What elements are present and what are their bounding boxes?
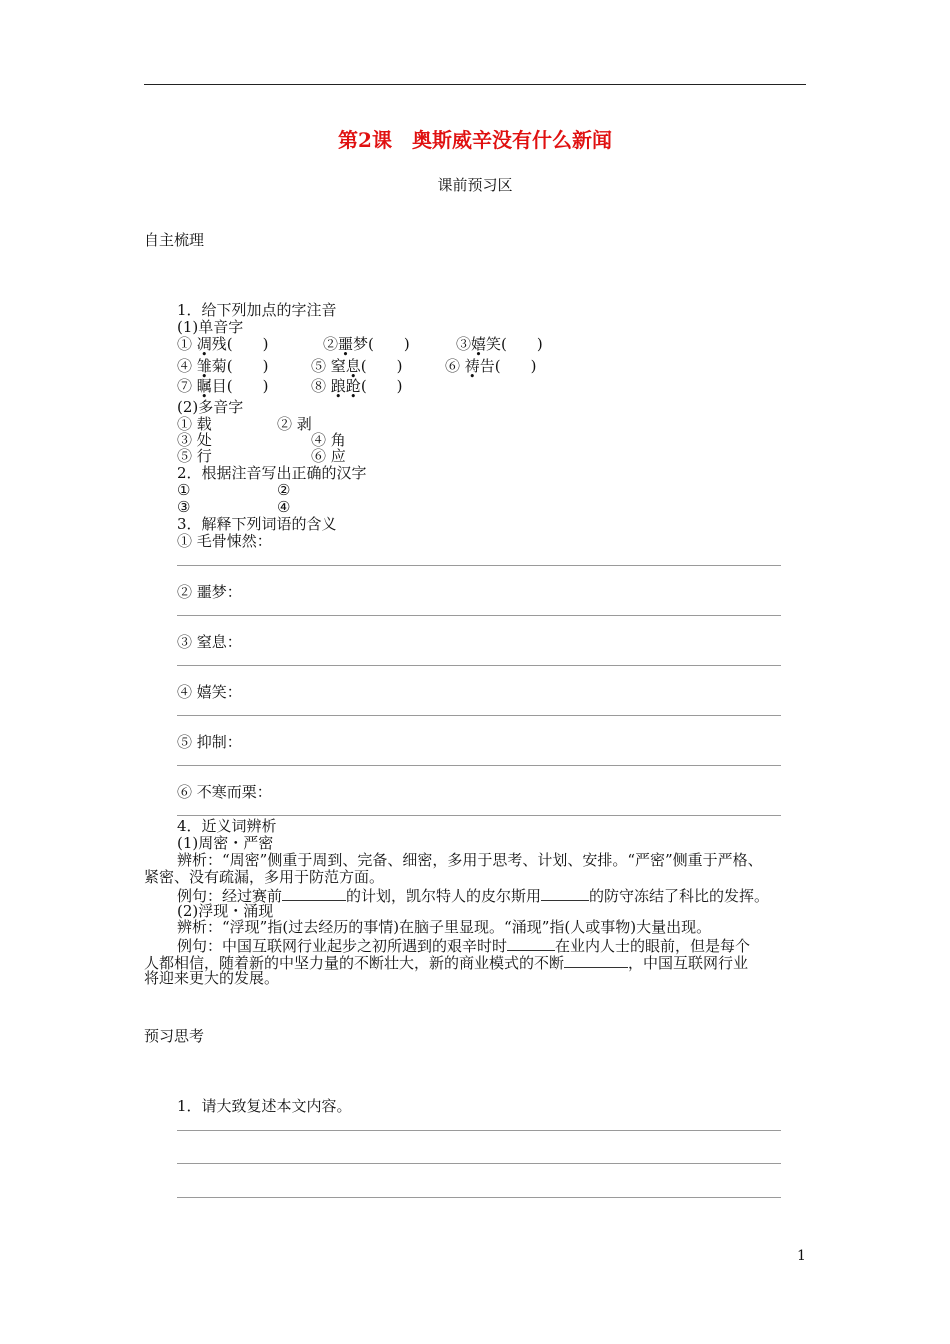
q3-title: 3．解释下列词语的含义 xyxy=(177,515,337,533)
poly-item-3: ③ 处 xyxy=(177,431,212,449)
q1-item-4: ④ 雏菊( ) xyxy=(177,357,269,375)
q4-pair2-example: 例句：中国互联网行业起步之初所遇到的艰辛时时 在业内人士的眼前，但是每个 xyxy=(177,937,751,955)
poly-item-4: ④ 角 xyxy=(311,431,346,449)
q2-title: 2．根据注音写出正确的汉字 xyxy=(177,464,367,482)
answer-line[interactable] xyxy=(177,1163,781,1164)
q2-item-1: ① xyxy=(177,481,191,499)
q2-item-2: ② xyxy=(277,481,291,499)
page-number: 1 xyxy=(797,1248,806,1264)
q3-item-2: ② 噩梦： xyxy=(177,583,242,601)
q3-item-6: ⑥ 不寒而栗： xyxy=(177,783,272,801)
q3-item-5: ⑤ 抑制： xyxy=(177,733,242,751)
answer-line[interactable] xyxy=(177,815,781,816)
poly-item-2: ② 剥 xyxy=(277,415,312,433)
fill-blank[interactable] xyxy=(541,886,589,901)
q3-item-1: ① 毛骨悚然： xyxy=(177,532,272,550)
fill-blank[interactable] xyxy=(282,886,346,901)
q1-item-8: ⑧ 踉跄( ) xyxy=(311,377,403,395)
q2-item-3: ③ xyxy=(177,498,191,516)
answer-line[interactable] xyxy=(177,765,781,766)
q4-pair1-example: 例句：经过赛前 的计划，凯尔特人的皮尔斯用 的防守冻结了科比的发挥。 xyxy=(177,887,770,905)
q4-pair1-analysis-cont: 紧密、没有疏漏，多用于防范方面。 xyxy=(144,868,385,886)
heading-preview-thinking: 预习思考 xyxy=(144,1027,205,1045)
q4-pair2-analysis: 辨析：“浮现”指(过去经历的事情)在脑子里显现。“涌现”指(人或事物)大量出现。 xyxy=(177,918,712,936)
q2-item-4: ④ xyxy=(277,498,291,516)
s2-q1: 1．请大致复述本文内容。 xyxy=(177,1097,352,1115)
q4-pair1-title: (1)周密・严密 xyxy=(177,834,274,852)
answer-line[interactable] xyxy=(177,715,781,716)
fill-blank[interactable] xyxy=(507,936,555,951)
q4-pair2-title: (2)浮现・涌现 xyxy=(177,902,274,920)
answer-line[interactable] xyxy=(177,1197,781,1198)
answer-line[interactable] xyxy=(177,1130,781,1131)
poly-item-1: ① 载 xyxy=(177,415,212,433)
heading-self-study: 自主梳理 xyxy=(144,231,205,249)
answer-line[interactable] xyxy=(177,615,781,616)
fill-blank[interactable] xyxy=(564,953,628,968)
q4-pair2-example-end: 将迎来更大的发展。 xyxy=(144,969,280,987)
q1-title: 1．给下列加点的字注音 xyxy=(177,301,337,319)
q1-sub-single: (1)单音字 xyxy=(177,318,244,336)
q1-item-2: ②噩梦( ) xyxy=(323,335,410,353)
q1-item-5: ⑤ 窒息( ) xyxy=(311,357,403,375)
q4-pair2-example-cont: 人都相信，随着新的中坚力量的不断壮大，新的商业模式的不断 ，中国互联网行业 xyxy=(144,954,749,972)
q1-sub-multi: (2)多音字 xyxy=(177,398,244,416)
header-rule xyxy=(144,84,806,85)
answer-line[interactable] xyxy=(177,565,781,566)
q3-item-4: ④ 嬉笑： xyxy=(177,683,242,701)
q1-item-3: ③嬉笑( ) xyxy=(456,335,543,353)
answer-line[interactable] xyxy=(177,665,781,666)
poly-item-6: ⑥ 应 xyxy=(311,447,346,465)
q3-item-3: ③ 窒息： xyxy=(177,633,242,651)
lesson-title: 第2课 奥斯威辛没有什么新闻 xyxy=(338,128,612,152)
section-subtitle: 课前预习区 xyxy=(437,176,513,194)
q4-title: 4．近义词辨析 xyxy=(177,817,277,835)
q4-pair1-analysis: 辨析：“周密”侧重于周到、完备、细密，多用于思考、计划、安排。“严密”侧重于严格、 xyxy=(177,851,763,869)
q1-item-7: ⑦ 瞩目( ) xyxy=(177,377,269,395)
poly-item-5: ⑤ 行 xyxy=(177,447,212,465)
q1-item-1: ① 凋残( ) xyxy=(177,335,269,353)
q1-item-6: ⑥ 祷告( ) xyxy=(445,357,537,375)
